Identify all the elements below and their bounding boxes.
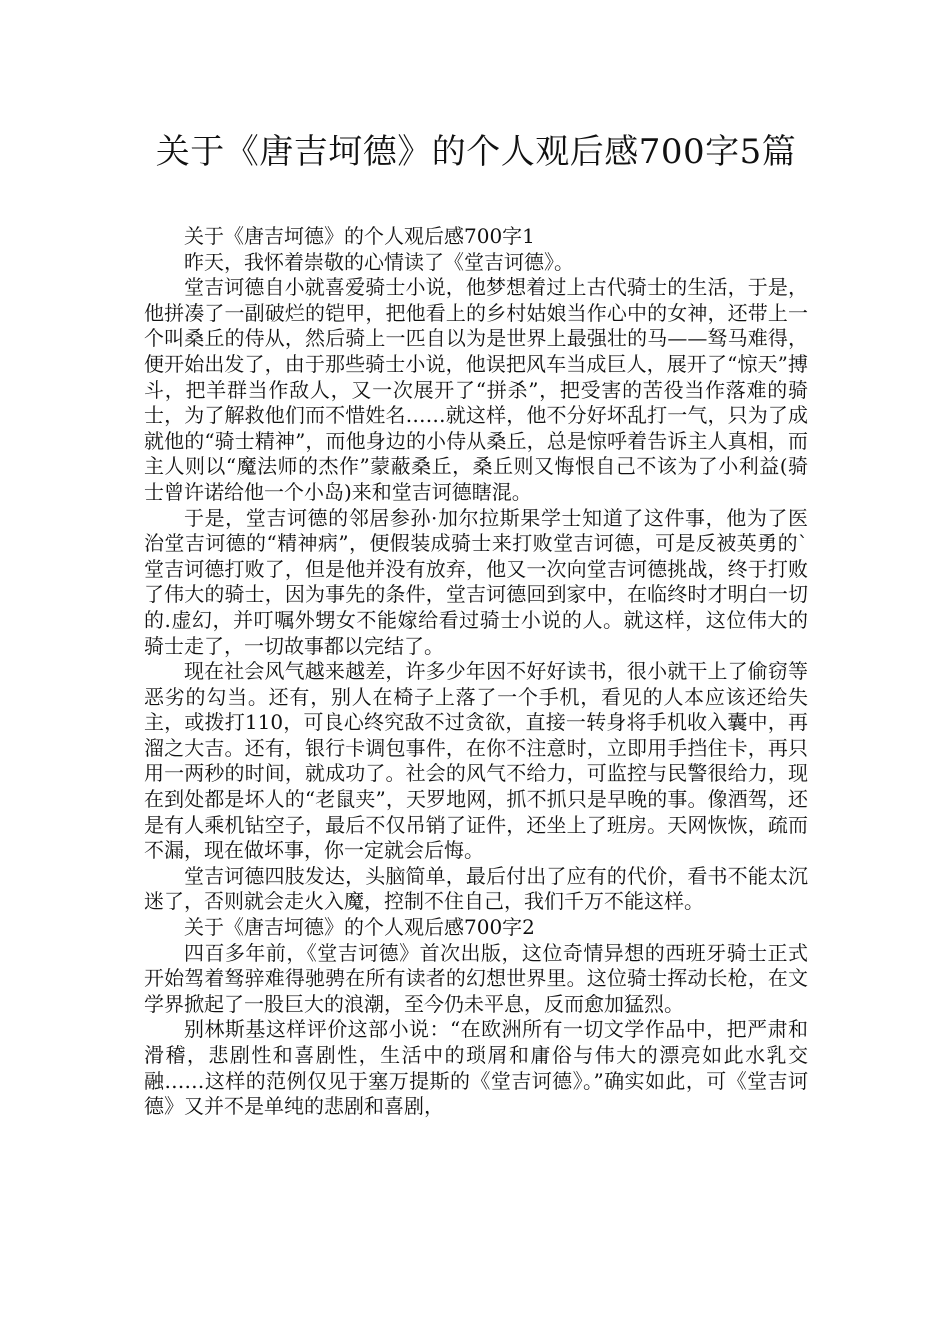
document-body (144, 224, 808, 1120)
paragraph: 于是，堂吉诃德的邻居参孙·加尔拉斯果学士知道了这件事，他为了医治堂吉诃德的“精神病”，便假装成骑士来打败堂吉诃德，可是反被英勇的`堂吉诃德打败了，但是他并没有放弃，他又一次向堂吉诃德挑战，终于打败了伟大的骑士，因为事先的条件，堂吉诃德回到家中，在临终时才明白一切的.虚幻，并叮嘱外甥女不能嫁给看过骑士小说的人。就这样，这位伟大的骑士走了，一切故事都以完结了。 (144, 505, 808, 658)
paragraph: 昨天，我怀着崇敬的心情读了《堂吉诃德》。 (184, 249, 574, 274)
paragraph: 四百多年前，《堂吉诃德》首次出版，这位奇情异想的西班牙骑士正式开始驾着驽骍难得驰骋在所有读者的幻想世界里。这位骑士挥动长枪，在文学界掀起了一股巨大的浪潮，至今仍未平息，反而愈加猛烈。 (144, 940, 808, 1016)
paragraph: 堂吉诃德自小就喜爱骑士小说，他梦想着过上古代骑士的生活，于是，他拼凑了一副破烂的铠甲，把他看上的乡村姑娘当作心中的女神，还带上一个叫桑丘的侍从，然后骑上一匹自以为是世界上最强壮的马——驽马难得，便开始出发了，由于那些骑士小说，他误把风车当成巨人，展开了“惊天”搏斗，把羊群当作敌人，又一次展开了“拼杀”，把受害的苦役当作落难的骑士，为了解救他们而不惜姓名……就这样，他不分好坏乱打一气，只为了成就他的“骑士精神”，而他身边的小侍从桑丘，总是惊呼着告诉主人真相，而主人则以“魔法师的杰作”蒙蔽桑丘，桑丘则又悔恨自己不该为了小利益(骑士曾许诺给他一个小岛)来和堂吉诃德瞎混。 (144, 275, 808, 504)
paragraph: 别林斯基这样评价这部小说：“在欧洲所有一切文学作品中，把严肃和滑稽，悲剧性和喜剧性，生活中的琐屑和庸俗与伟大的漂亮如此水乳交融……这样的范例仅见于塞万提斯的《堂吉诃德》。”确实如此，可《堂吉诃德》又并不是单纯的悲剧和喜剧， (144, 1017, 808, 1119)
section-heading-2: 关于《唐吉坷德》的个人观后感700字2 (184, 915, 535, 940)
section-heading-1: 关于《唐吉坷德》的个人观后感700字1 (184, 224, 535, 248)
paragraph: 堂吉诃德四肢发达，头脑简单，最后付出了应有的代价，看书不能太沉迷了，否则就会走火入魔，控制不住自己，我们千万不能这样。 (144, 863, 808, 914)
document-title: 关于《唐吉坷德》的个人观后感700字5篇 (155, 132, 797, 172)
paragraph: 现在社会风气越来越差，许多少年因不好好读书，很小就干上了偷窃等恶劣的勾当。还有，别人在椅子上落了一个手机，看见的人本应该还给失主，或拨打110，可良心终究敌不过贪欲，直接一转身将手机收入囊中，再溜之大吉。还有，银行卡调包事件，在你不注意时，立即用手挡住卡，再只用一两秒的时间，就成功了。社会的风气不给力，可监控与民警很给力，现在到处都是坏人的“老鼠夹”，天罗地网，抓不抓只是早晚的事。像酒驾，还是有人乘机钻空子，最后不仅吊销了证件，还坐上了班房。天网恢恢，疏而不漏，现在做坏事，你一定就会后悔。 (144, 659, 808, 863)
